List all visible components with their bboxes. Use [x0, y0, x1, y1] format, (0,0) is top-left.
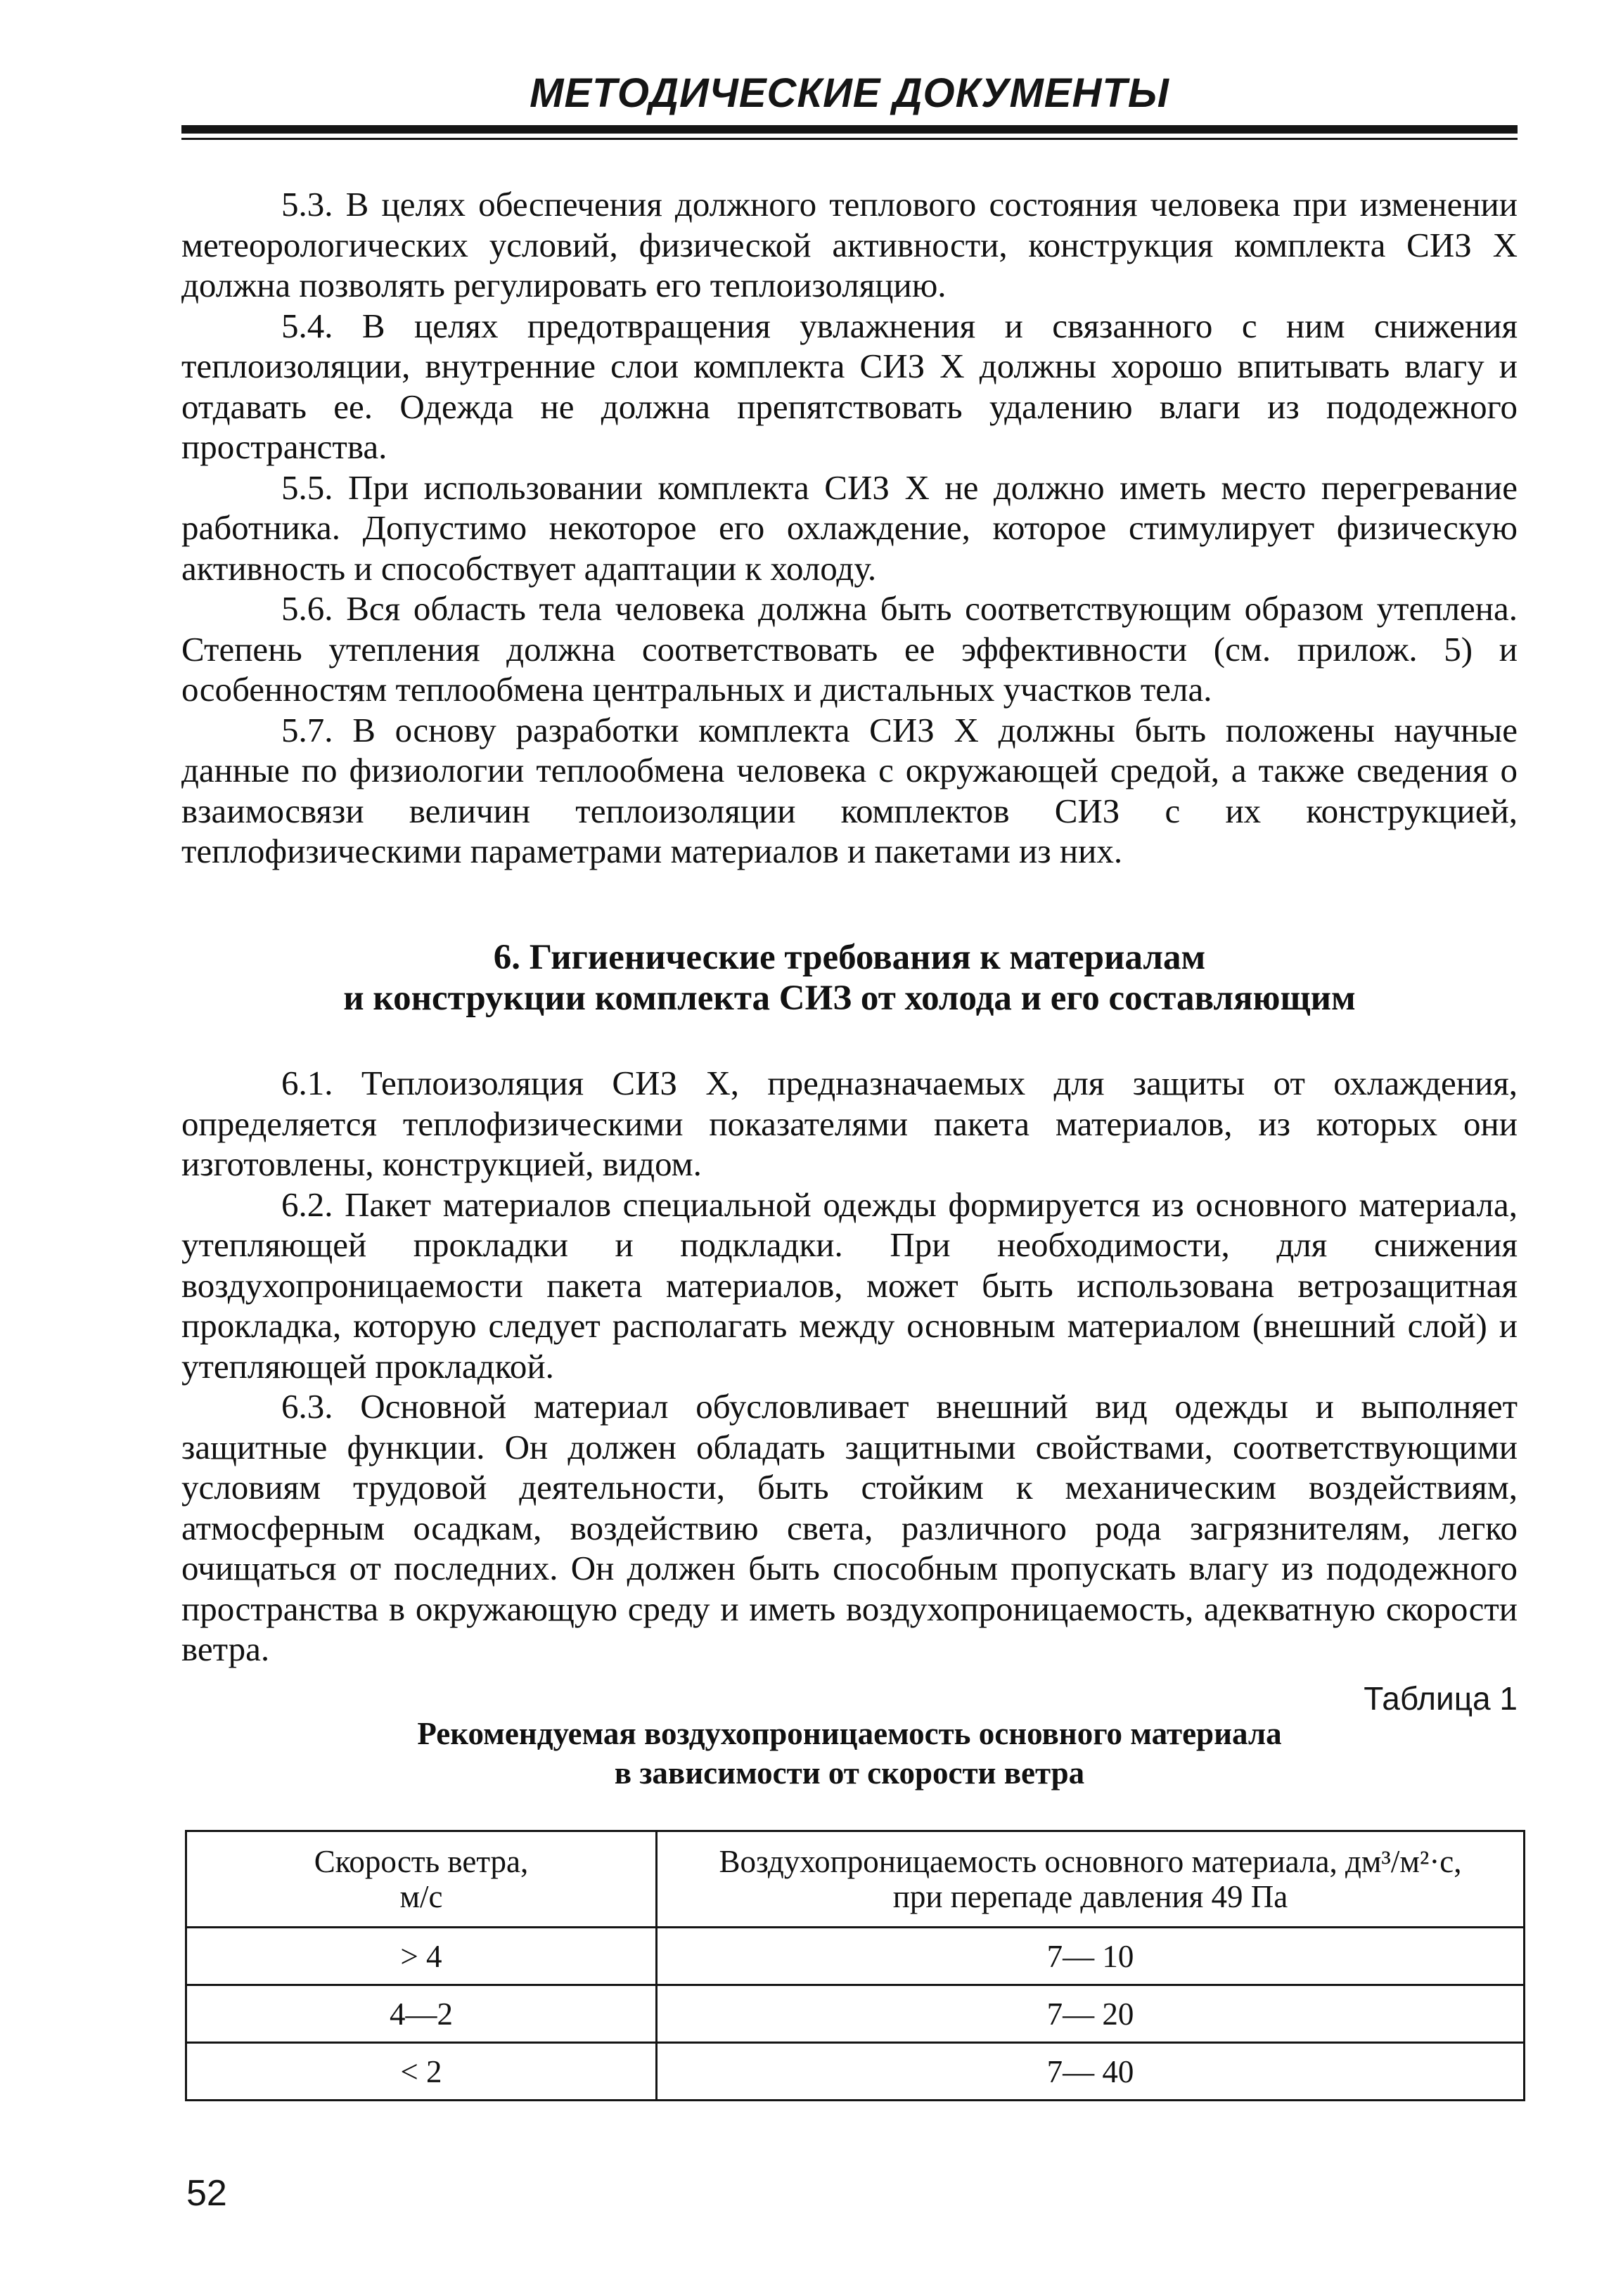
cell-permeability: 7— 20: [657, 1985, 1525, 2043]
section-6-text: [181, 1063, 1518, 1670]
section-6-heading-line2: и конструкции комплекта СИЗ от холода и его составляющим: [343, 979, 1356, 1018]
cell-speed: > 4: [186, 1928, 657, 1985]
header-permeability-line2: при перепаде давления 49 Па: [892, 1879, 1288, 1914]
running-head: МЕТОДИЧЕСКИЕ ДОКУМЕНТЫ: [530, 70, 1169, 116]
table-title: [181, 1714, 1518, 1793]
section-6-heading: [181, 937, 1518, 1019]
paragraph-6-1: 6.1. Теплоизоляция СИЗ Х, предназначаемых для защиты от охлаждения, определяется теплофизическими показателями пакета материалов, из которых они изготовлены, конструкцией, видом.: [181, 1064, 1518, 1183]
paragraph-6-3: 6.3. Основной материал обусловливает внешний вид одежды и выполняет защитные функции. Он должен обладать защитными свойствами, соответствующими условиям трудовой деятельности, быть стойким к механическим воздействиям, атмосферным осадкам, воздействию света, различного рода загрязнителям, легко очищаться от последних. Он должен быть способным пропускать влагу из пододежного пространства в окружающую среду и иметь воздухопроницаемость, адекватную скорости ветра.: [181, 1387, 1518, 1668]
paragraph-5-3: 5.3. В целях обеспечения должного теплового состояния человека при изменении метеорологических условий, физической активности, конструкция комплекта СИЗ Х должна позволять регулировать его теплоизоляцию.: [181, 185, 1518, 304]
header-rule-thin: [181, 138, 1518, 140]
cell-permeability: 7— 10: [657, 1928, 1525, 1985]
cell-speed: < 2: [186, 2043, 657, 2101]
paragraph-5-5: 5.5. При использовании комплекта СИЗ Х не должно иметь место перегревание работника. Допустимо некоторое его охлаждение, которое стимулирует физическую активность и способствует адаптации к холоду.: [181, 467, 1518, 588]
paragraph-5-7: 5.7. В основу разработки комплекта СИЗ Х должны быть положены научные данные по физиологии теплообмена человека с окружающей средой, а также сведения о взаимосвязи величин теплоизоляции комплектов СИЗ с их конструкцией, теплофизическими параметрами материалов и пакетами из них.: [181, 710, 1518, 870]
section-5-text: [181, 184, 1518, 872]
header-wind-speed-line2: м/с: [399, 1879, 443, 1914]
header-wind-speed-line1: Скорость ветра,: [314, 1844, 529, 1879]
paragraph-5-6: 5.6. Вся область тела человека должна быть соответствующим образом утеплена. Степень утепления должна соответствовать ее эффективности (см. прилож. 5) и особенностям теплообмена центральных и дистальных участков тела.: [181, 589, 1518, 709]
table-row: [186, 1928, 1525, 1985]
section-6-heading-line1: 6. Гигиенические требования к материалам: [493, 938, 1206, 977]
header-permeability: [657, 1831, 1525, 1928]
table-row: [186, 2043, 1525, 2101]
page-number: 52: [186, 2173, 227, 2214]
table-title-line2: в зависимости от скорости ветра: [614, 1755, 1085, 1791]
cell-speed: 4—2: [186, 1985, 657, 2043]
table-label: Таблица 1: [1364, 1680, 1518, 1717]
permeability-table: [185, 1830, 1525, 2101]
header-wind-speed: [186, 1831, 657, 1928]
header-permeability-line1: Воздухопроницаемость основного материала, дм³/м²·с,: [719, 1844, 1462, 1879]
header-rule-thick: [181, 125, 1518, 134]
paragraph-5-4: 5.4. В целях предотвращения увлажнения и связанного с ним снижения теплоизоляции, внутренние слои комплекта СИЗ Х должны хорошо впитывать влагу и отдавать ее. Одежда не должна препятствовать удалению влаги из пододежного пространства.: [181, 306, 1518, 466]
paragraph-6-2: 6.2. Пакет материалов специальной одежды формируется из основного материала, утепляющей прокладки и подкладки. При необходимости, для снижения воздухопроницаемости пакета материалов, может быть использована ветрозащитная прокладка, которую следует располагать между основным материалом (внешний слой) и утепляющей прокладкой.: [181, 1185, 1518, 1386]
table-title-line1: Рекомендуемая воздухопроницаемость основного материала: [417, 1716, 1282, 1751]
cell-permeability: 7— 40: [657, 2043, 1525, 2101]
table-row: [186, 1985, 1525, 2043]
table-header-row: [186, 1831, 1525, 1928]
